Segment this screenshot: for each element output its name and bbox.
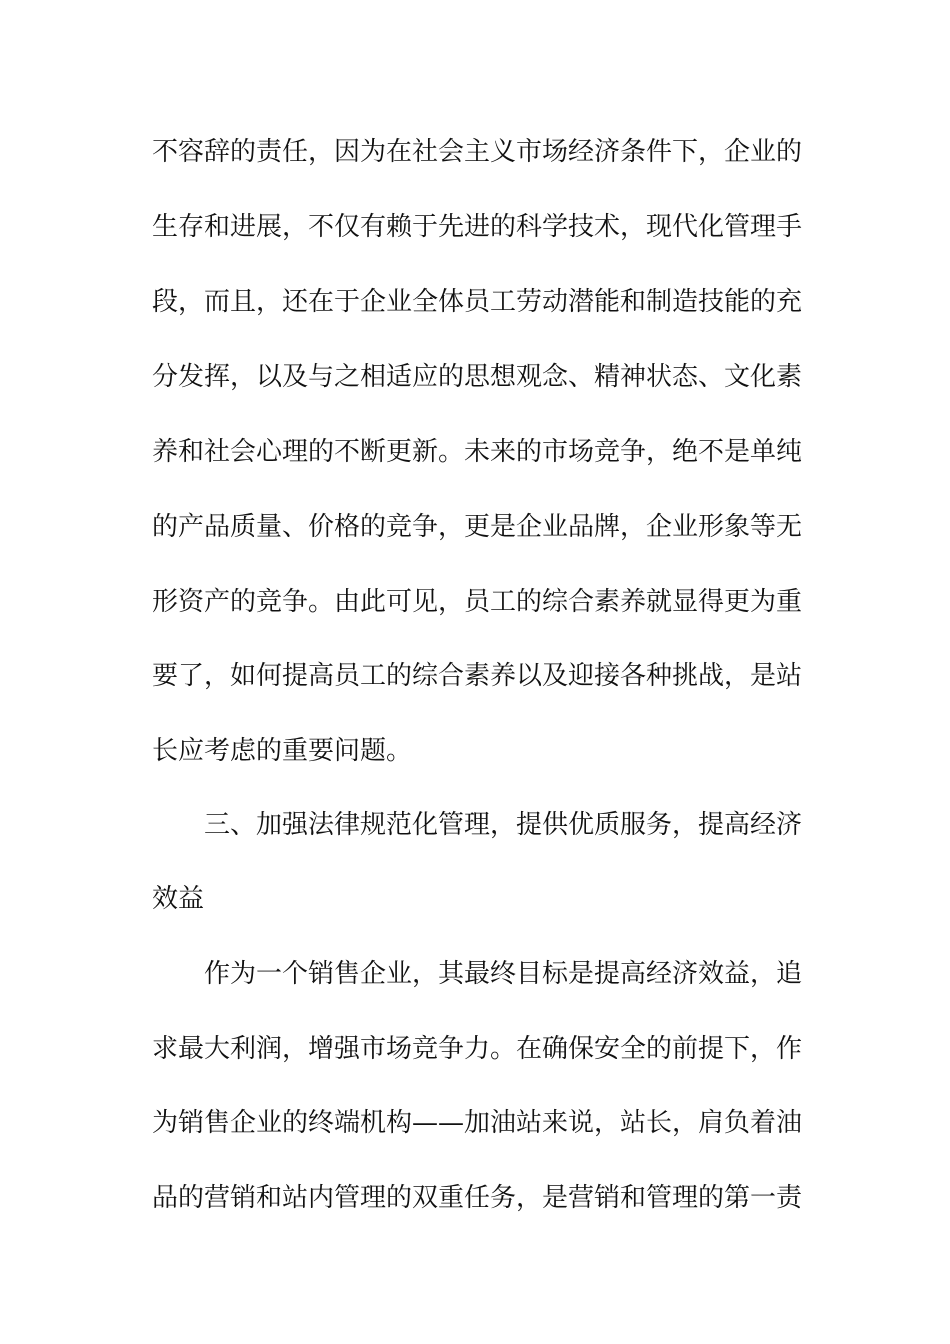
section-heading-line: 效益 — [152, 884, 205, 914]
paragraph-line: 求最大利润，增强市场竞争力。在确保安全的前提下，作 — [152, 1034, 803, 1064]
section-heading-line: 三、加强法律规范化管理，提供优质服务，提高经济 — [204, 810, 803, 840]
paragraph-line: 作为一个销售企业，其最终目标是提高经济效益，追 — [204, 959, 803, 989]
paragraph-line: 段，而且，还在于企业全体员工劳动潜能和制造技能的充 — [152, 287, 803, 317]
paragraph-line: 要了，如何提高员工的综合素养以及迎接各种挑战，是站 — [152, 661, 803, 691]
paragraph-line: 生存和进展，不仅有赖于先进的科学技术，现代化管理手 — [152, 212, 803, 242]
paragraph-line: 养和社会心理的不断更新。未来的市场竞争，绝不是单纯 — [152, 437, 803, 467]
paragraph-line: 为销售企业的终端机构——加油站来说，站长，肩负着油 — [152, 1108, 803, 1138]
paragraph-line: 品的营销和站内管理的双重任务，是营销和管理的第一责 — [152, 1183, 803, 1213]
paragraph-line: 长应考虑的重要问题。 — [152, 736, 413, 766]
paragraph-line: 分发挥，以及与之相适应的思想观念、精神状态、文化素 — [152, 362, 803, 392]
paragraph-line: 的产品质量、价格的竞争，更是企业品牌，企业形象等无 — [152, 512, 803, 542]
paragraph-line: 不容辞的责任，因为在社会主义市场经济条件下，企业的 — [152, 137, 803, 167]
paragraph-line: 形资产的竞争。由此可见，员工的综合素养就显得更为重 — [152, 587, 803, 617]
